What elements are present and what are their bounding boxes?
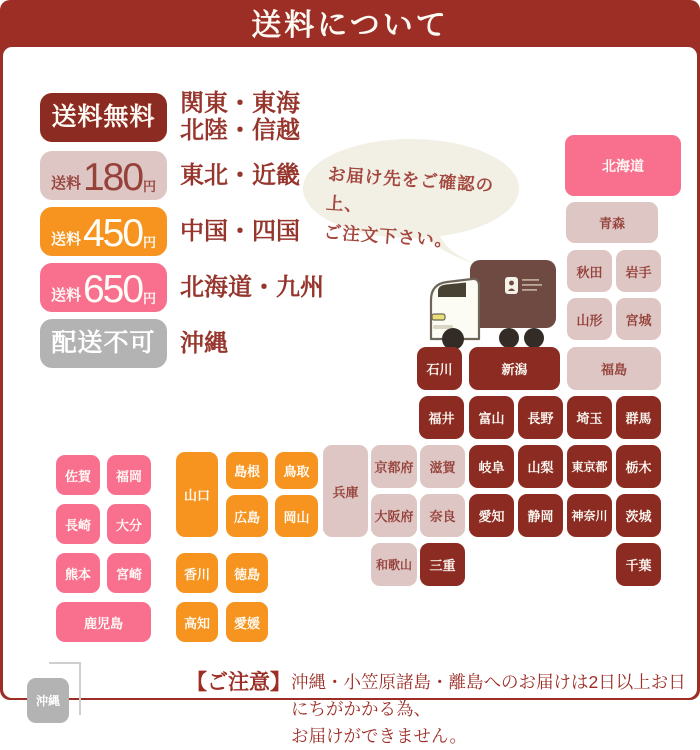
bubble-line-2: ご注文下さい。 — [323, 221, 454, 251]
fee-badge-label: 配送不可 — [51, 329, 156, 357]
legend-item — [40, 319, 324, 368]
fee-badge-unit: 円 — [143, 179, 157, 194]
map-block: 福井 — [419, 396, 464, 439]
legend-region-label: 沖縄 — [180, 330, 228, 357]
legend-region-label: 東北・近畿 — [180, 162, 300, 189]
map-block: 神奈川 — [567, 494, 612, 537]
fee-badge — [40, 207, 167, 256]
map-block: 岡山 — [275, 495, 318, 537]
map-block: 群馬 — [616, 396, 661, 439]
map-block: 沖縄 — [27, 678, 69, 723]
map-block: 兵庫 — [323, 445, 368, 537]
map-block: 岩手 — [616, 250, 661, 292]
map-block: 千葉 — [616, 543, 661, 586]
map-block: 高知 — [176, 602, 218, 642]
map-block: 山梨 — [518, 445, 563, 488]
map-block: 静岡 — [518, 494, 563, 537]
page-title: 送料について — [251, 9, 449, 42]
fee-badge-amount: 180 — [82, 156, 143, 199]
map-block: 山口 — [176, 452, 218, 537]
map-block: 鹿児島 — [56, 602, 151, 642]
fee-badge-amount: 650 — [82, 268, 143, 311]
fee-badge-unit: 円 — [143, 291, 157, 306]
footer-note-line-2: お届けができません。 — [291, 726, 468, 746]
map-block: 秋田 — [567, 250, 612, 292]
speech-bubble-text — [323, 160, 519, 260]
map-block: 宮城 — [616, 298, 661, 340]
footer-note-label: 【ご注意】 — [186, 671, 291, 694]
map-block: 京都府 — [371, 445, 417, 488]
fee-badge — [40, 93, 167, 142]
okinawa-bracket-line — [79, 662, 81, 715]
legend-region-label: 関東・東海 北陸・信越 — [180, 90, 300, 144]
map-block: 奈良 — [420, 494, 465, 537]
map-block: 愛知 — [469, 494, 514, 537]
map-block: 宮崎 — [107, 553, 151, 593]
fee-badge — [40, 151, 167, 200]
map-block: 栃木 — [616, 445, 661, 488]
map-block: 福岡 — [107, 455, 151, 495]
footer-note — [186, 669, 697, 750]
fee-badge-prefix: 送料 — [50, 231, 81, 248]
map-block: 東京都 — [567, 445, 612, 488]
fee-badge-prefix: 送料 — [50, 287, 81, 304]
fee-badge-prefix: 送料 — [50, 175, 81, 192]
map-block: 佐賀 — [56, 455, 100, 495]
fee-badge — [40, 263, 167, 312]
footer-note-text — [291, 669, 697, 750]
bubble-line-1: お届け先をご確認の上、 — [325, 163, 495, 216]
map-block: 北海道 — [565, 135, 681, 196]
legend-item — [40, 151, 324, 200]
fee-badge-label: 送料無料 — [51, 102, 156, 131]
map-block: 鳥取 — [275, 452, 318, 489]
map-block: 福島 — [567, 347, 661, 390]
map-block: 埼玉 — [567, 396, 612, 439]
map-block: 三重 — [420, 543, 465, 586]
legend-item — [40, 263, 324, 312]
legend-region-label: 北海道・九州 — [180, 274, 324, 301]
map-block: 長野 — [518, 396, 563, 439]
map-block: 岐阜 — [469, 445, 514, 488]
map-block: 富山 — [469, 396, 514, 439]
map-block: 新潟 — [469, 347, 560, 390]
map-block: 滋賀 — [420, 445, 465, 488]
map-block: 茨城 — [616, 494, 661, 537]
legend-item — [40, 207, 324, 256]
legend — [40, 90, 324, 375]
fee-badge-unit: 円 — [143, 235, 157, 250]
footer-note-line-1: 沖縄・小笠原諸島・離島へのお届けは2日以上お日にちがかかる為、 — [291, 672, 686, 719]
map-block: 青森 — [566, 202, 658, 243]
delivery-truck-icon — [421, 254, 561, 354]
map-block: 和歌山 — [371, 543, 417, 586]
map-block: 山形 — [567, 298, 612, 340]
map-block: 大阪府 — [371, 494, 417, 537]
legend-region-label: 中国・四国 — [180, 218, 300, 245]
map-block: 広島 — [226, 495, 268, 537]
okinawa-bracket-line — [49, 662, 81, 664]
fee-badge-amount: 450 — [82, 212, 143, 255]
content-panel — [3, 47, 697, 746]
map-block: 大分 — [107, 504, 151, 544]
fee-badge — [40, 319, 167, 368]
map-block: 熊本 — [56, 553, 100, 593]
map-block: 島根 — [226, 452, 268, 489]
map-block: 香川 — [176, 553, 218, 593]
map-block: 長崎 — [56, 504, 100, 544]
map-block: 石川 — [417, 347, 462, 390]
map-block: 徳島 — [226, 553, 268, 593]
legend-item — [40, 90, 324, 144]
map-block: 愛媛 — [226, 602, 268, 642]
